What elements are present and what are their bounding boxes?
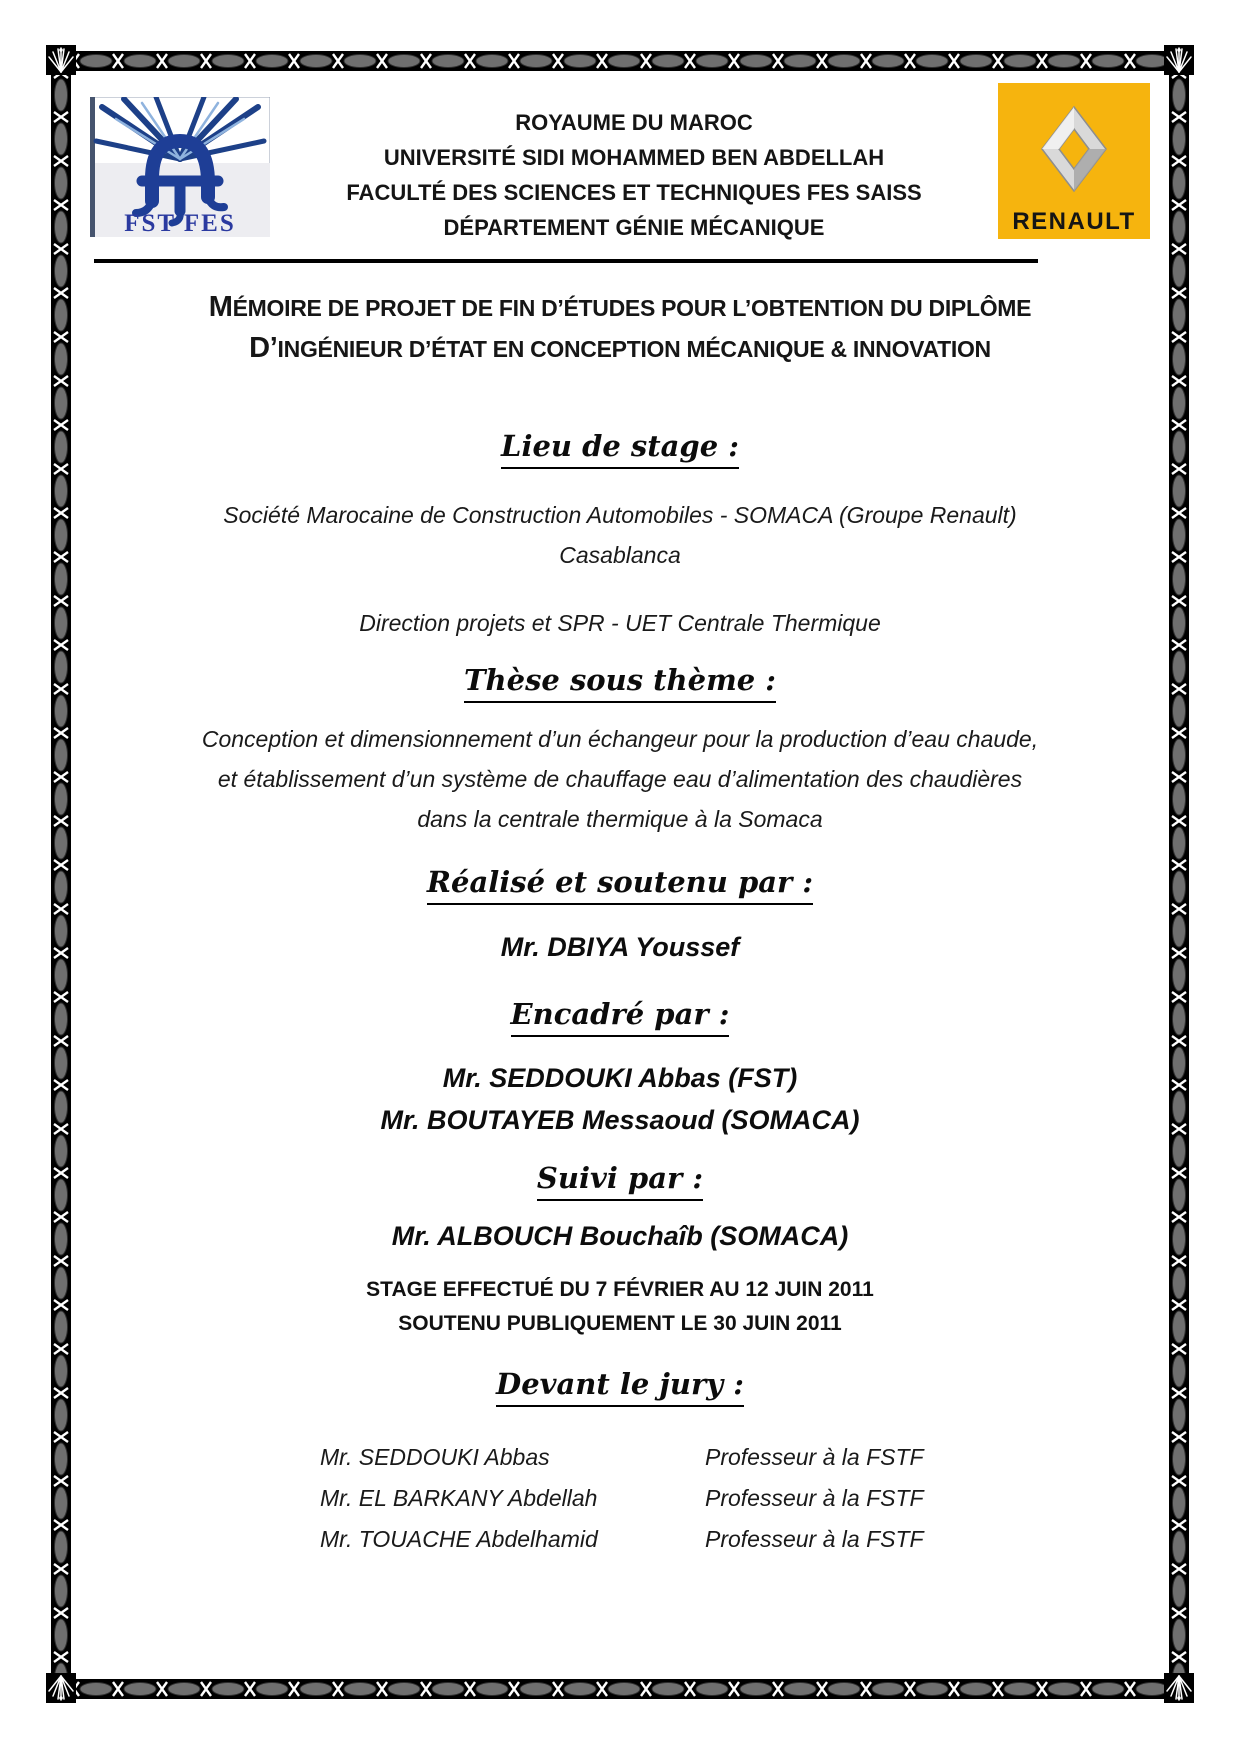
theme-text bbox=[72, 719, 1168, 839]
section-heading-these-sous-theme: Thèse sous thème : bbox=[72, 661, 1168, 703]
follow-up-name: Mr. ALBOUCH Bouchaîb (SOMACA) bbox=[391, 1221, 849, 1251]
institution-header bbox=[270, 97, 998, 245]
defense-date: SOUTENU PUBLIQUEMENT LE 30 JUIN 2011 bbox=[398, 1312, 842, 1335]
lieu-line: Société Marocaine de Construction Automobiles - SOMACA (Groupe Renault) bbox=[223, 502, 1017, 528]
theme-line: Conception et dimensionnement d’un échangeur pour la production d’eau chaude, bbox=[201, 726, 1039, 752]
section-heading-suivi-par: Suivi par : bbox=[72, 1159, 1168, 1201]
theme-line: dans la centrale thermique à la Somaca bbox=[417, 806, 823, 832]
document-title bbox=[72, 287, 1168, 369]
jury-member-role: Professeur à la FSTF bbox=[705, 1444, 924, 1470]
header-line: UNIVERSITÉ SIDI MOHAMMED BEN ABDELLAH bbox=[383, 145, 885, 170]
fst-fes-logo bbox=[90, 97, 270, 237]
border-corner-ornament-icon bbox=[1164, 45, 1194, 75]
jury-member-role: Professeur à la FSTF bbox=[705, 1526, 924, 1552]
border-corner-ornament-icon bbox=[46, 1673, 76, 1703]
jury-member-name: Mr. EL BARKANY Abdellah bbox=[320, 1485, 598, 1511]
svg-text:FST FES: FST FES bbox=[124, 210, 236, 237]
header-line: ROYAUME DU MAROC bbox=[515, 110, 753, 135]
border-corner-ornament-icon bbox=[46, 45, 76, 75]
internship-dates bbox=[72, 1273, 1168, 1341]
section-heading-devant-le-jury: Devant le jury : bbox=[72, 1365, 1168, 1407]
supervisor-names bbox=[72, 1057, 1168, 1141]
supervisor-name: Mr. BOUTAYEB Messaoud (SOMACA) bbox=[380, 1105, 860, 1135]
header-divider bbox=[94, 259, 1038, 263]
jury-row bbox=[320, 1478, 1060, 1519]
border-bottom bbox=[74, 1679, 1166, 1699]
border-left bbox=[51, 73, 71, 1675]
title-line: MÉMOIRE DE PROJET DE FIN D’ÉTUDES POUR L’OBTENTION DU DIPLÔME bbox=[208, 291, 1032, 323]
document-header bbox=[72, 97, 1168, 245]
svg-text:RENAULT: RENAULT bbox=[1012, 208, 1136, 235]
author-name: Mr. DBIYA Youssef bbox=[500, 932, 740, 962]
internship-period: STAGE EFFECTUÉ DU 7 FÉVRIER AU 12 JUIN 2011 bbox=[366, 1278, 874, 1301]
border-right bbox=[1169, 73, 1189, 1675]
jury-member-role: Professeur à la FSTF bbox=[705, 1485, 924, 1511]
jury-member-name: Mr. SEDDOUKI Abbas bbox=[320, 1444, 550, 1470]
section-heading-lieu-de-stage: Lieu de stage : bbox=[72, 427, 1168, 469]
section-heading-realise-par: Réalisé et soutenu par : bbox=[72, 863, 1168, 905]
header-line: FACULTÉ DES SCIENCES ET TECHNIQUES FES SAISS bbox=[346, 180, 922, 205]
supervisor-name: Mr. SEDDOUKI Abbas (FST) bbox=[442, 1063, 798, 1093]
jury-table bbox=[320, 1437, 1060, 1560]
page-content bbox=[72, 75, 1168, 1560]
lieu-line: Casablanca bbox=[559, 542, 681, 568]
header-line: DÉPARTEMENT GÉNIE MÉCANIQUE bbox=[443, 215, 825, 240]
jury-row bbox=[320, 1437, 1060, 1478]
jury-member-name: Mr. TOUACHE Abdelhamid bbox=[320, 1526, 598, 1552]
renault-logo bbox=[998, 83, 1150, 239]
title-line: D’INGÉNIEUR D’ÉTAT EN CONCEPTION MÉCANIQUE & INNOVATION bbox=[249, 332, 991, 364]
lieu-de-stage-text bbox=[72, 495, 1168, 575]
direction-text: Direction projets et SPR - UET Centrale Thermique bbox=[359, 610, 881, 636]
border-top bbox=[74, 51, 1166, 71]
jury-row bbox=[320, 1519, 1060, 1560]
theme-line: et établissement d’un système de chauffage eau d’alimentation des chaudières bbox=[217, 766, 1023, 792]
section-heading-encadre-par: Encadré par : bbox=[72, 995, 1168, 1037]
border-corner-ornament-icon bbox=[1164, 1673, 1194, 1703]
